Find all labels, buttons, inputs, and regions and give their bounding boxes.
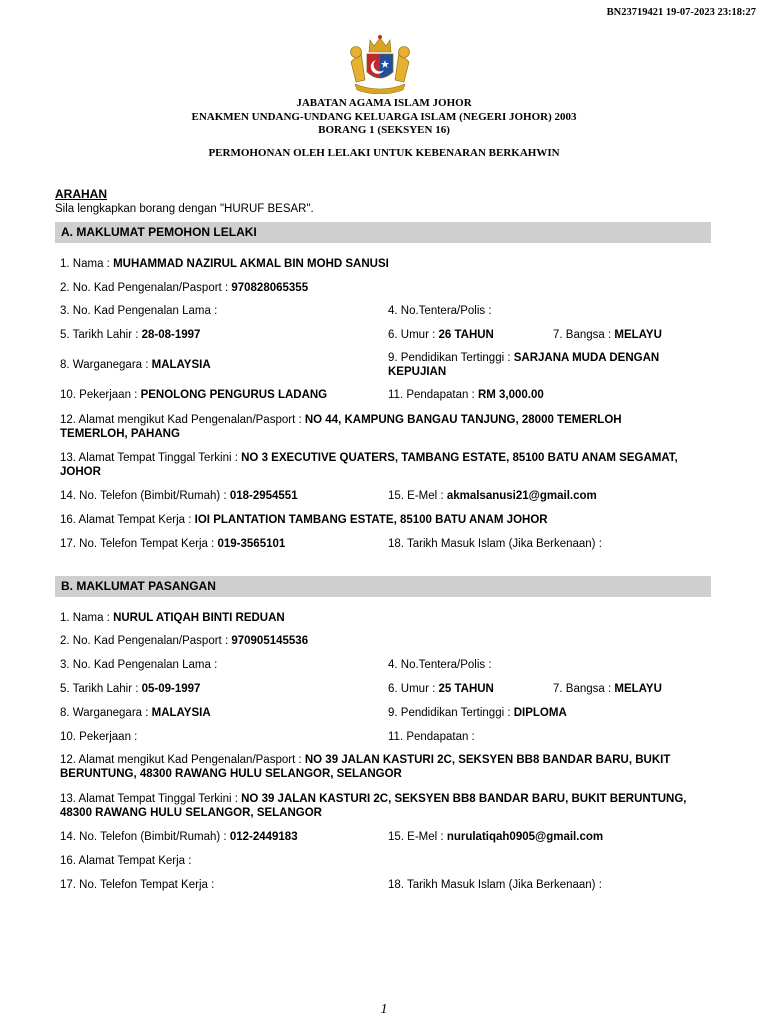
form-header — [0, 97, 768, 138]
b-kp-value: 970905145536 — [231, 635, 309, 647]
b-lahir-field: 5. Tarikh Lahir : 05-09-1997 — [60, 683, 201, 695]
header-enactment: ENAKMEN UNDANG-UNDANG KELUARGA ISLAM (NEGERI JOHOR) 2003 — [191, 110, 577, 123]
b-nama-value: NURUL ATIQAH BINTI REDUAN — [113, 612, 285, 624]
a-nama-value: MUHAMMAD NAZIRUL AKMAL BIN MOHD SANUSI — [113, 258, 389, 270]
a-nama-field: 1. Nama : MUHAMMAD NAZIRUL AKMAL BIN MOHD SANUSI — [60, 258, 389, 270]
a-pendapatan-value: RM 3,000.00 — [477, 389, 544, 401]
header-form-number: BORANG 1 (SEKSYEN 16) — [318, 124, 450, 136]
a-kp-lama-field: 3. No. Kad Pengenalan Lama : — [60, 305, 218, 317]
a-warga-field: 8. Warganegara : MALAYSIA — [60, 359, 211, 371]
b-kp-field: 2. No. Kad Pengenalan/Pasport : 970905145536 — [60, 635, 309, 647]
document-reference: BN23719421 19-07-2023 23:18:27 — [606, 7, 756, 18]
section-a-heading: A. MAKLUMAT PEMOHON LELAKI — [55, 222, 711, 243]
a-kp-value: 970828065355 — [231, 282, 309, 294]
state-crest-icon — [341, 32, 419, 94]
b-islam-field: 18. Tarikh Masuk Islam (Jika Berkenaan) : — [388, 879, 602, 891]
a-lahir-value: 28-08-1997 — [141, 329, 201, 341]
a-kerja-alamat-field: 16. Alamat Tempat Kerja : IOI PLANTATION TAMBANG ESTATE, 85100 BATU ANAM JOHOR — [60, 514, 548, 526]
b-kerja-tel-field: 17. No. Telefon Tempat Kerja : — [60, 879, 215, 891]
a-alamat-tinggal-field: 13. Alamat Tempat Tinggal Terkini : NO 3 EXECUTIVE QUATERS, TAMBANG ESTATE, 85100 BATU ANAM SEGAMAT, JOHOR — [60, 452, 678, 478]
b-bangsa-value: MELAYU — [614, 683, 662, 695]
b-telefon-value: 012-2449183 — [229, 831, 298, 843]
a-pendidikan-field: 9. Pendidikan Tertinggi : SARJANA MUDA DENGAN KEPUJIAN — [388, 352, 660, 378]
a-bangsa-field: 7. Bangsa : MELAYU — [553, 329, 662, 341]
b-pendapatan-field: 11. Pendapatan : — [388, 731, 475, 743]
b-warga-field: 8. Warganegara : MALAYSIA — [60, 707, 211, 719]
b-pekerjaan-field: 10. Pekerjaan : — [60, 731, 138, 743]
a-umur-value: 26 TAHUN — [438, 329, 494, 341]
a-alamat-kp-value: NO 44, KAMPUNG BANGAU TANJUNG, 28000 TEMERLOH TEMERLOH, PAHANG — [60, 414, 622, 440]
page-number: 1 — [380, 1002, 388, 1017]
b-emel-field: 15. E-Mel : nurulatiqah0905@gmail.com — [388, 831, 604, 843]
a-kerja-tel-value: 019-3565101 — [217, 538, 286, 550]
b-alamat-tinggal-value: NO 39 JALAN KASTURI 2C, SEKSYEN BB8 BANDAR BARU, BUKIT BERUNTUNG, 48300 RAWANG HULU SELANGOR, SELANGOR — [60, 793, 687, 819]
section-b-heading: B. MAKLUMAT PASANGAN — [55, 576, 711, 597]
b-alamat-kp-value: NO 39 JALAN KASTURI 2C, SEKSYEN BB8 BANDAR BARU, BUKIT BERUNTUNG, 48300 RAWANG HULU SELANGOR, SELANGOR — [60, 754, 671, 780]
b-nama-field: 1. Nama : NURUL ATIQAH BINTI REDUAN — [60, 612, 285, 624]
b-warga-value: MALAYSIA — [151, 707, 211, 719]
a-pendidikan-value: SARJANA MUDA DENGAN KEPUJIAN — [388, 352, 660, 378]
b-telefon-field: 14. No. Telefon (Bimbit/Rumah) : 012-2449183 — [60, 831, 298, 843]
b-kp-lama-field: 3. No. Kad Pengenalan Lama : — [60, 659, 218, 671]
form-title: PERMOHONAN OLEH LELAKI UNTUK KEBENARAN BERKAHWIN — [208, 147, 560, 159]
b-emel-value: nurulatiqah0905@gmail.com — [446, 831, 604, 843]
a-telefon-value: 018-2954551 — [229, 490, 298, 502]
b-kerja-alamat-field: 16. Alamat Tempat Kerja : — [60, 855, 192, 867]
b-bangsa-field: 7. Bangsa : MELAYU — [553, 683, 662, 695]
b-umur-value: 25 TAHUN — [438, 683, 494, 695]
instructions-text: Sila lengkapkan borang dengan "HURUF BESAR". — [55, 203, 314, 215]
a-pekerjaan-field: 10. Pekerjaan : PENOLONG PENGURUS LADANG — [60, 389, 328, 401]
instructions-heading: ARAHAN — [55, 187, 107, 201]
b-alamat-tinggal-field: 13. Alamat Tempat Tinggal Terkini : NO 39 JALAN KASTURI 2C, SEKSYEN BB8 BANDAR BARU, BUKIT BERUNTUNG, 48300 RAWANG HULU SELANGOR, SELANGOR — [60, 793, 687, 819]
a-warga-value: MALAYSIA — [151, 359, 211, 371]
a-tentera-field: 4. No.Tentera/Polis : — [388, 305, 492, 317]
b-tentera-field: 4. No.Tentera/Polis : — [388, 659, 492, 671]
b-alamat-kp-field: 12. Alamat mengikut Kad Pengenalan/Pasport : NO 39 JALAN KASTURI 2C, SEKSYEN BB8 BANDAR BARU, BUKIT BERUNTUNG, 48300 RAWANG HULU SELANGOR, SELANGOR — [60, 754, 671, 780]
header-department: JABATAN AGAMA ISLAM JOHOR — [296, 97, 472, 109]
b-pendidikan-field: 9. Pendidikan Tertinggi : DIPLOMA — [388, 707, 567, 719]
b-pendidikan-value: DIPLOMA — [513, 707, 567, 719]
a-emel-value: akmalsanusi21@gmail.com — [446, 490, 597, 502]
a-umur-field: 6. Umur : 26 TAHUN — [388, 329, 494, 341]
a-kp-field: 2. No. Kad Pengenalan/Pasport : 970828065355 — [60, 282, 309, 294]
a-kerja-alamat-value: IOI PLANTATION TAMBANG ESTATE, 85100 BATU ANAM JOHOR — [194, 514, 548, 526]
a-pendapatan-field: 11. Pendapatan : RM 3,000.00 — [388, 389, 544, 401]
a-islam-field: 18. Tarikh Masuk Islam (Jika Berkenaan) : — [388, 538, 602, 550]
a-emel-field: 15. E-Mel : akmalsanusi21@gmail.com — [388, 490, 597, 502]
a-telefon-field: 14. No. Telefon (Bimbit/Rumah) : 018-2954551 — [60, 490, 298, 502]
a-alamat-kp-field: 12. Alamat mengikut Kad Pengenalan/Pasport : NO 44, KAMPUNG BANGAU TANJUNG, 28000 TEMERLOH TEMERLOH, PAHANG — [60, 414, 622, 440]
b-lahir-value: 05-09-1997 — [141, 683, 201, 695]
a-lahir-field: 5. Tarikh Lahir : 28-08-1997 — [60, 329, 201, 341]
a-kerja-tel-field: 17. No. Telefon Tempat Kerja : 019-3565101 — [60, 538, 286, 550]
a-pekerjaan-value: PENOLONG PENGURUS LADANG — [140, 389, 328, 401]
b-umur-field: 6. Umur : 25 TAHUN — [388, 683, 494, 695]
a-alamat-tinggal-value: NO 3 EXECUTIVE QUATERS, TAMBANG ESTATE, 85100 BATU ANAM SEGAMAT, JOHOR — [60, 452, 678, 478]
a-bangsa-value: MELAYU — [614, 329, 662, 341]
